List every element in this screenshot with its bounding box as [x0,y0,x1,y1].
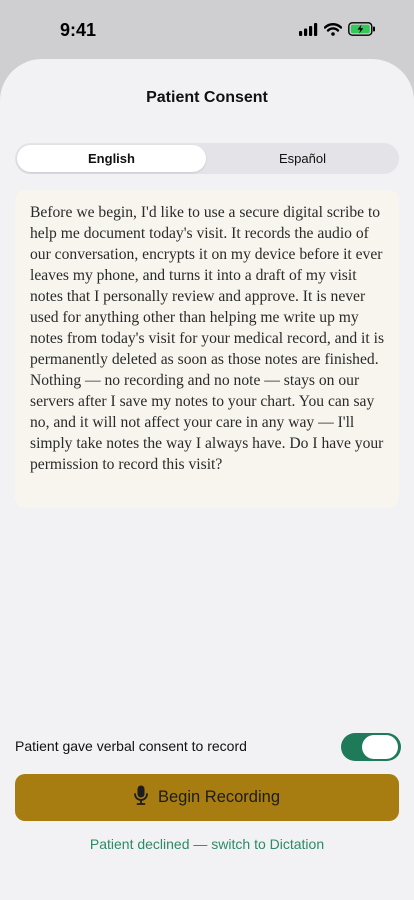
switch-to-dictation-link[interactable]: Patient declined — switch to Dictation [89,836,325,852]
battery-charging-icon [348,22,376,41]
wifi-icon [324,23,342,41]
language-segmented-control [15,143,399,174]
consent-toggle-label: Patient gave verbal consent to record [15,738,247,754]
consent-script-box [15,190,399,508]
tab-english[interactable]: English [17,145,206,172]
consent-toggle-row [15,731,401,761]
status-bar [0,0,414,60]
consent-toggle[interactable] [341,733,401,761]
status-icons [299,22,376,41]
status-time: 9:41 [60,20,97,40]
tab-espanol[interactable]: Español [279,151,326,166]
page-title: Patient Consent [146,89,268,106]
begin-recording-button[interactable] [15,774,399,821]
consent-script-text: Before we begin, I'd like to use a secure digital scribe to help me document today's visit. It records the audio of our conversation, encrypts it on my device before it ever leaves my phone, and turns it into a draft of my visit notes that I personally review and approve. It is never used for anything other than helping me write up my notes from today's visit for your medical record, and it is permanently deleted as soon as those notes are finished. Nothing — no recording and no note — stays on our servers after I save my notes to your chart. You can say no, and it will not affect your care in any way — I'll simply take notes the way I always have. Do I have your permission to record this visit? [30,204,385,473]
microphone-icon [134,785,148,810]
toggle-knob [362,735,398,759]
begin-recording-label: Begin Recording [158,788,280,806]
signal-icon [299,23,318,41]
